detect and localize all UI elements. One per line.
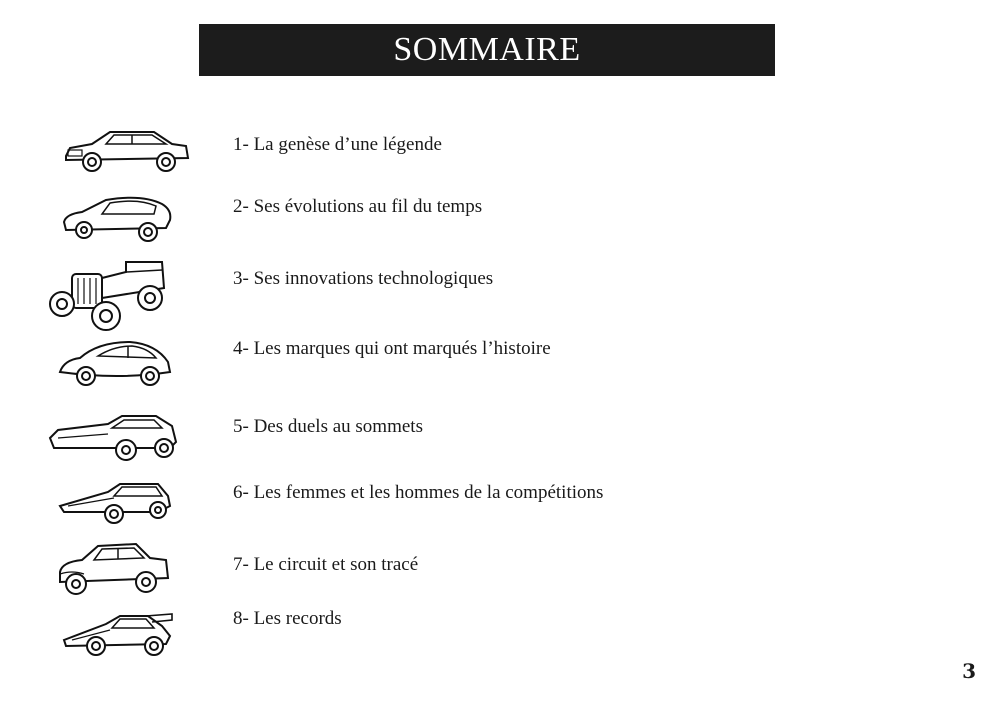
supercar-icon [48,412,178,464]
fifties-car-icon [56,540,172,600]
toc-entry-1[interactable] [0,118,986,178]
toc-entry-8[interactable] [0,604,986,664]
winged-supercar-icon [62,612,174,658]
toc-entry-label[interactable]: 8- Les records [233,608,342,629]
toc-entry-6[interactable] [0,474,986,534]
page-title-bar [199,24,775,76]
toc-entry-5[interactable] [0,406,986,466]
toc-entry-3[interactable] [0,256,986,316]
toc-entry-label[interactable]: 3- Ses innovations technologiques [233,268,494,289]
toc-entry-7[interactable] [0,540,986,600]
toc-entry-label[interactable]: 7- Le circuit et son tracé [233,554,419,575]
toc-entry-label[interactable]: 1- La genèse d’une légende [233,134,442,155]
toc-entry-2[interactable] [0,186,986,246]
toc-entry-label[interactable]: 4- Les marques qui ont marqués l’histoire [233,338,551,359]
toc-entry-label[interactable]: 2- Ses évolutions au fil du temps [233,196,483,217]
classic-coupe-icon [58,338,172,390]
sports-coupe-icon [62,192,174,244]
sedan-car-icon [62,126,190,176]
page-title: SOMMAIRE [393,31,581,68]
toc-entry-label[interactable]: 5- Des duels au sommets [233,416,423,437]
toc-entry-4[interactable] [0,328,986,388]
page-number: 3 [962,659,976,683]
toc-entry-label[interactable]: 6- Les femmes et les hommes de la compétitions [233,482,604,503]
wedge-sportscar-icon [58,480,172,526]
vintage-hotrod-icon [46,258,180,334]
